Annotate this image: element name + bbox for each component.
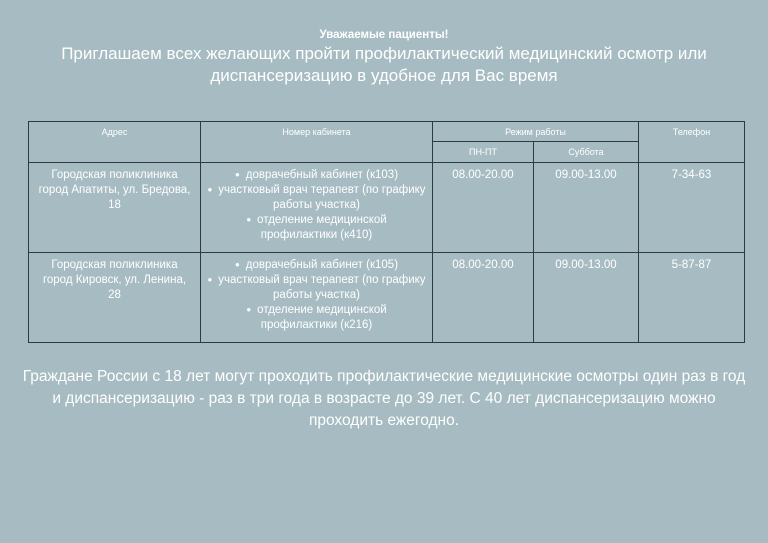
footer-note: Граждане России с 18 лет могут проходить профилактические медицинские осмотры один раз в год и диспансеризацию - раз в три года в возрасте до 39 лет. С 40 лет диспансеризацию можно проходить ежегодно. — [22, 368, 746, 429]
list-item: ● доврачебный кабинет (к105) — [207, 258, 426, 273]
rooms-list — [201, 258, 432, 333]
list-item: ● участковый врач терапевт (по графику работы участка) — [207, 273, 426, 303]
cell-saturday: 09.00-13.00 — [534, 163, 639, 253]
list-item: ● доврачебный кабинет (к103) — [207, 168, 426, 183]
header-saturday: Суббота — [534, 142, 639, 163]
cell-saturday: 09.00-13.00 — [534, 253, 639, 343]
invitation-text: Приглашаем всех желающих пройти профилактический медицинский осмотр или диспансеризацию в удобное для Вас время — [61, 44, 707, 85]
header-address: Адрес — [29, 122, 201, 163]
header-weekdays: ПН-ПТ — [433, 142, 534, 163]
list-item: ● отделение медицинской профилактики (к216) — [207, 303, 426, 333]
cell-phone: 7-34-63 — [639, 163, 745, 253]
cell-rooms — [201, 163, 433, 253]
cell-address: Городская поликлиника город Апатиты, ул. Бредова, 18 — [29, 163, 201, 253]
rooms-list — [201, 168, 432, 243]
table-header-row — [29, 122, 745, 142]
header-schedule: Режим работы — [433, 122, 639, 142]
cell-weekdays: 08.00-20.00 — [433, 253, 534, 343]
header-room: Номер кабинета — [201, 122, 433, 163]
table-row — [29, 163, 745, 253]
cell-address: Городская поликлиника город Кировск, ул. Ленина, 28 — [29, 253, 201, 343]
greeting-heading: Уважаемые пациенты! — [319, 29, 449, 41]
header-phone: Телефон — [639, 122, 745, 163]
table-row — [29, 253, 745, 343]
list-item: ● отделение медицинской профилактики (к410) — [207, 213, 426, 243]
cell-phone: 5-87-87 — [639, 253, 745, 343]
cell-rooms — [201, 253, 433, 343]
list-item: ● участковый врач терапевт (по графику работы участка) — [207, 183, 426, 213]
cell-weekdays: 08.00-20.00 — [433, 163, 534, 253]
schedule-table — [28, 121, 745, 343]
